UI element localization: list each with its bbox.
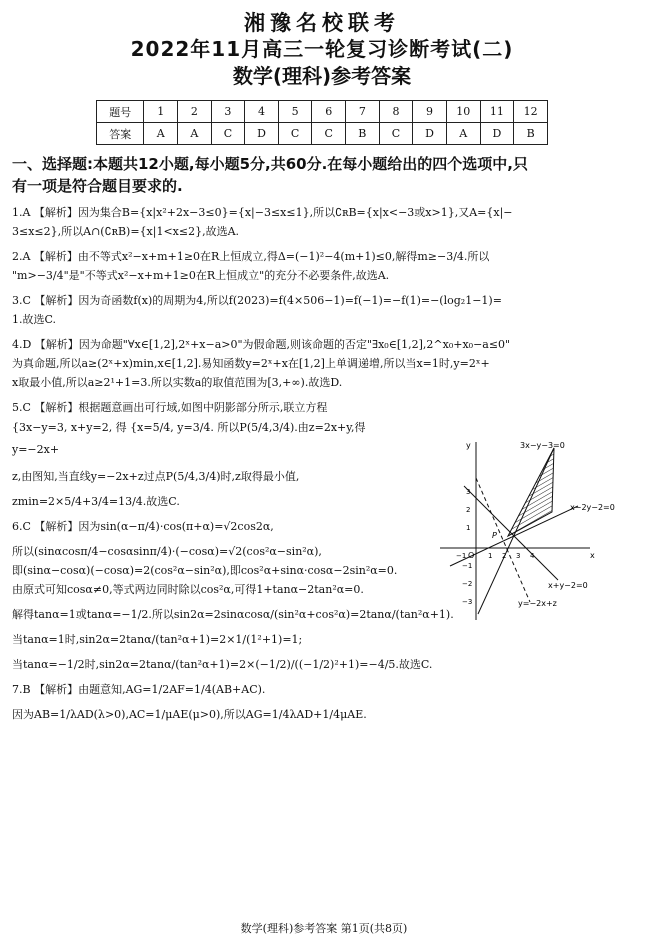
tick-x: 3: [516, 552, 521, 560]
question-number: 1: [144, 101, 178, 123]
q3-line-1: 3.C 【解析】因为奇函数f(x)的周期为4,所以f(2023)=f(4×506−1)=f(−1)=−f(1)=−(log₂1−1)=: [12, 294, 502, 307]
question-number: 5: [278, 101, 312, 123]
q4-line-1: 4.D 【解析】因为命题"∀x∈[1,2],2ˣ+x−a>0"为假命题,则该命题的否定"∃x₀∈[1,2],2^x₀+x₀−a≤0": [12, 338, 511, 351]
q6-line-2: 所以(sinαcosπ/4−cosαsinπ/4)·(−cosα)=√2(cos²α−sin²α),: [12, 545, 322, 558]
answer-cell: B: [514, 123, 548, 145]
tick-y: −2: [462, 580, 473, 588]
answer-cell: B: [346, 123, 380, 145]
label-origin: O: [468, 551, 475, 560]
q3-line-2: 1.故选C.: [12, 313, 57, 326]
q6-line-4: 由原式可知cosα≠0,等式两边同时除以cos²α,可得1+tanα−2tan²α=0.: [12, 583, 364, 596]
header-line-2: 2022年11月高三一轮复习诊断考试(二): [130, 37, 514, 61]
answer-cell: C: [312, 123, 346, 145]
q1-line-2: 3≤x≤2},所以A∩(∁ʀB)={x|1<x≤2},故选A.: [12, 225, 240, 238]
question-number: 8: [379, 101, 413, 123]
tick-x: −1: [456, 552, 467, 560]
tick-y: −1: [462, 562, 473, 570]
section-heading-continued: 有一项是符合题目要求的.: [12, 177, 183, 195]
answer-cell: C: [211, 123, 245, 145]
question-number: 4: [245, 101, 279, 123]
header-line-1: 湘豫名校联考: [244, 11, 400, 35]
q5-line-1: 5.C 【解析】根据题意画出可行域,如图中阴影部分所示,联立方程: [12, 401, 328, 414]
q6-line-7: 当tanα=−1/2时,sin2α=2tanα/(tan²α+1)=2×(−1/2)/((−1/2)²+1)=−4/5.故选C.: [12, 658, 433, 671]
q5-line-3: z,由图知,当直线y=−2x+z过点P(5/4,3/4)时,z取得最小值,: [12, 470, 300, 483]
section-heading: 一、选择题:本题共12小题,每小题5分,共60分.在每小题给出的四个选项中,只: [12, 155, 528, 173]
question-number: 3: [211, 101, 245, 123]
answer-table-row-label: 答案: [97, 123, 144, 145]
line-y-2x-z: [476, 478, 530, 602]
header-line-3: 数学(理科)参考答案: [232, 64, 412, 88]
q5-line-4: zmin=2×5/4+3/4=13/4.故选C.: [12, 495, 180, 508]
label-x-2y-2: x−2y−2=0: [570, 503, 615, 512]
q6-line-6: 当tanα=1时,sin2α=2tanα/(tan²α+1)=2×1/(1²+1)=1;: [12, 633, 303, 646]
answer-cell: D: [480, 123, 514, 145]
q7-line-2: 因为AB=1/λAD(λ>0),AC=1/μAE(μ>0),所以AG=1/4λAD+1/4μAE.: [12, 708, 367, 721]
label-x+y-2: x+y−2=0: [548, 581, 588, 590]
q5-line-2: {3x−y=3, x+y=2, 得 {x=5/4, y=3/4. 所以P(5/4,3/4).由z=2x+y,得y=−2x+: [12, 421, 366, 456]
q6-line-3: 即(sinα−cosα)(−cosα)=2(cos²α−sin²α),即cos²α+sinα·cosα−2sin²α=0.: [12, 564, 398, 577]
answer-cell: A: [178, 123, 212, 145]
question-number: 6: [312, 101, 346, 123]
q6-line-1: 6.C 【解析】因为sin(α−π/4)·cos(π+α)=√2cos2α,: [12, 520, 274, 533]
answer-cell: C: [278, 123, 312, 145]
question-number: 12: [514, 101, 548, 123]
feasible-region: [508, 448, 554, 536]
answer-cell: C: [379, 123, 413, 145]
tick-x: 2: [502, 552, 507, 560]
feasible-region-figure: [420, 434, 620, 624]
answer-table-answer-row: [97, 123, 548, 145]
q4-line-2: 为真命题,所以a≥(2ˣ+x)min,x∈[1,2].易知函数y=2ˣ+x在[1,2]上单调递增,所以当x=1时,y=2ˣ+: [12, 357, 490, 370]
question-number: 7: [346, 101, 380, 123]
q1-line-1: 1.A 【解析】因为集合B={x|x²+2x−3≤0}={x|−3≤x≤1},所以∁ʀB={x|x<−3或x>1},又A={x|−: [12, 206, 513, 219]
label-x-axis: x: [590, 551, 595, 560]
page-footer: 数学(理科)参考答案 第1页(共8页): [240, 922, 408, 935]
q6-line-5: 解得tanα=1或tanα=−1/2.所以sin2α=2sinαcosα/(sin²α+cos²α)=2tanα/(tan²α+1).: [12, 608, 454, 621]
tick-y: 1: [466, 524, 471, 532]
tick-y: −3: [462, 598, 473, 606]
question-number: 2: [178, 101, 212, 123]
answer-table-row-label: 题号: [97, 101, 144, 123]
answer-cell: D: [245, 123, 279, 145]
question-number: 11: [480, 101, 514, 123]
answer-cell: A: [446, 123, 480, 145]
q7-line-1: 7.B 【解析】由题意知,AG=1/2AF=1/4(AB+AC).: [12, 683, 266, 696]
q2-line-1: 2.A 【解析】由不等式x²−x+m+1≥0在R上恒成立,得Δ=(−1)²−4(m+1)≤0,解得m≥−3/4.所以: [12, 250, 490, 263]
tick-x: 4: [530, 552, 535, 560]
label-3x-y-3: 3x−y−3=0: [520, 441, 565, 450]
tick-x: 1: [488, 552, 493, 560]
answer-cell: D: [413, 123, 447, 145]
label-p: P: [492, 531, 497, 540]
label-y-axis: y: [466, 441, 471, 450]
tick-y: 2: [466, 506, 471, 514]
answer-cell: A: [144, 123, 178, 145]
answer-table-number-row: [97, 101, 548, 123]
q4-line-3: x取最小值,所以a≥2¹+1=3.所以实数a的取值范围为[3,+∞).故选D.: [12, 376, 343, 389]
label-y-2x-z: y=−2x+z: [518, 599, 557, 608]
question-number: 10: [446, 101, 480, 123]
question-number: 9: [413, 101, 447, 123]
q2-line-2: "m>−3/4"是"不等式x²−x+m+1≥0在R上恒成立"的充分不必要条件,故选A.: [12, 269, 390, 282]
line-3x-y-3: [478, 448, 554, 614]
answer-table: [96, 100, 548, 145]
tick-y: 3: [466, 488, 471, 496]
